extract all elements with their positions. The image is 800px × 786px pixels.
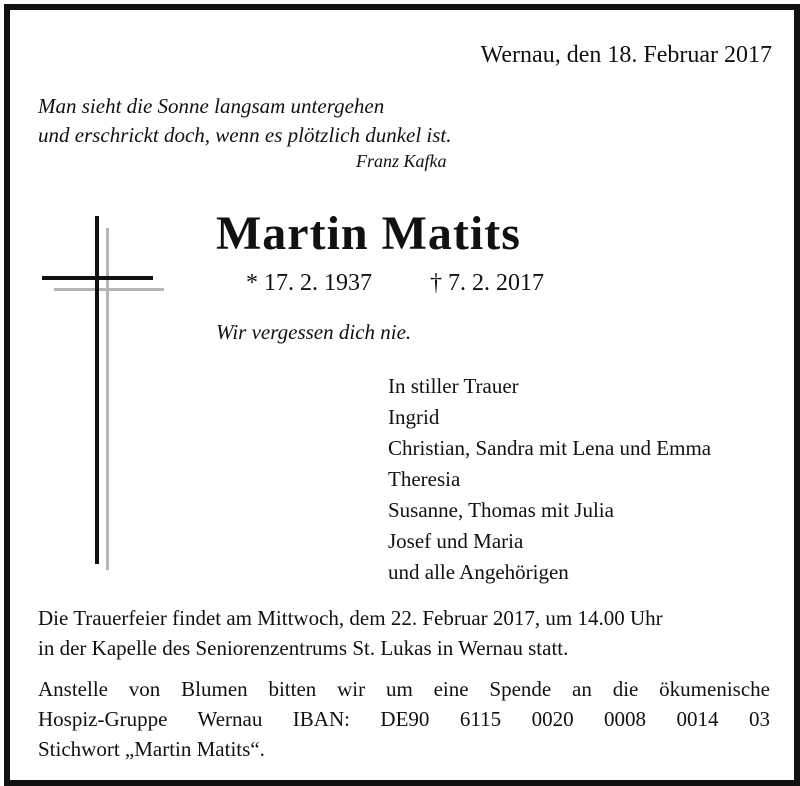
mourners-list xyxy=(388,371,711,588)
mourner-entry: und alle Angehörigen xyxy=(388,560,569,584)
cross-shadow-horizontal xyxy=(54,288,164,291)
quote-line: und erschrickt doch, wenn es plötzlich dunkel ist. xyxy=(38,123,452,147)
mourner-entry: Ingrid xyxy=(388,405,440,429)
cross-vertical-bar xyxy=(95,216,99,564)
birth-date: * 17. 2. 1937 xyxy=(246,270,372,296)
place-date: Wernau, den 18. Februar 2017 xyxy=(480,42,772,68)
mourner-entry: Josef und Maria xyxy=(388,529,524,553)
cross-horizontal-bar xyxy=(42,276,153,280)
quote-line: Man sieht die Sonne langsam untergehen xyxy=(38,94,385,118)
funeral-service-info xyxy=(38,603,663,663)
donation-keyword: Stichwort „Martin Matits“. xyxy=(38,737,265,761)
quote-author: Franz Kafka xyxy=(356,151,447,171)
death-date: † 7. 2. 2017 xyxy=(430,270,544,296)
mourner-entry: Susanne, Thomas mit Julia xyxy=(388,498,614,522)
donation-line: Anstelle von Blumen bitten wir um eine Spende an die ökumenische xyxy=(38,677,770,701)
motto: Wir vergessen dich nie. xyxy=(216,320,412,344)
mourners-heading: In stiller Trauer xyxy=(388,374,519,398)
mourner-entry: Christian, Sandra mit Lena und Emma xyxy=(388,436,712,460)
obituary-notice xyxy=(4,4,800,786)
donation-info xyxy=(38,674,770,764)
service-line: Die Trauerfeier findet am Mittwoch, dem 22. Februar 2017, um 14.00 Uhr xyxy=(38,606,663,630)
deceased-name: Martin Matits xyxy=(216,207,521,260)
donation-line-iban: Hospiz-Gruppe Wernau IBAN: DE90 6115 0020 0008 0014 03 xyxy=(38,707,770,731)
quote xyxy=(38,92,452,150)
mourner-entry: Theresia xyxy=(388,467,461,491)
service-line: in der Kapelle des Seniorenzentrums St. Lukas in Wernau statt. xyxy=(38,636,569,660)
